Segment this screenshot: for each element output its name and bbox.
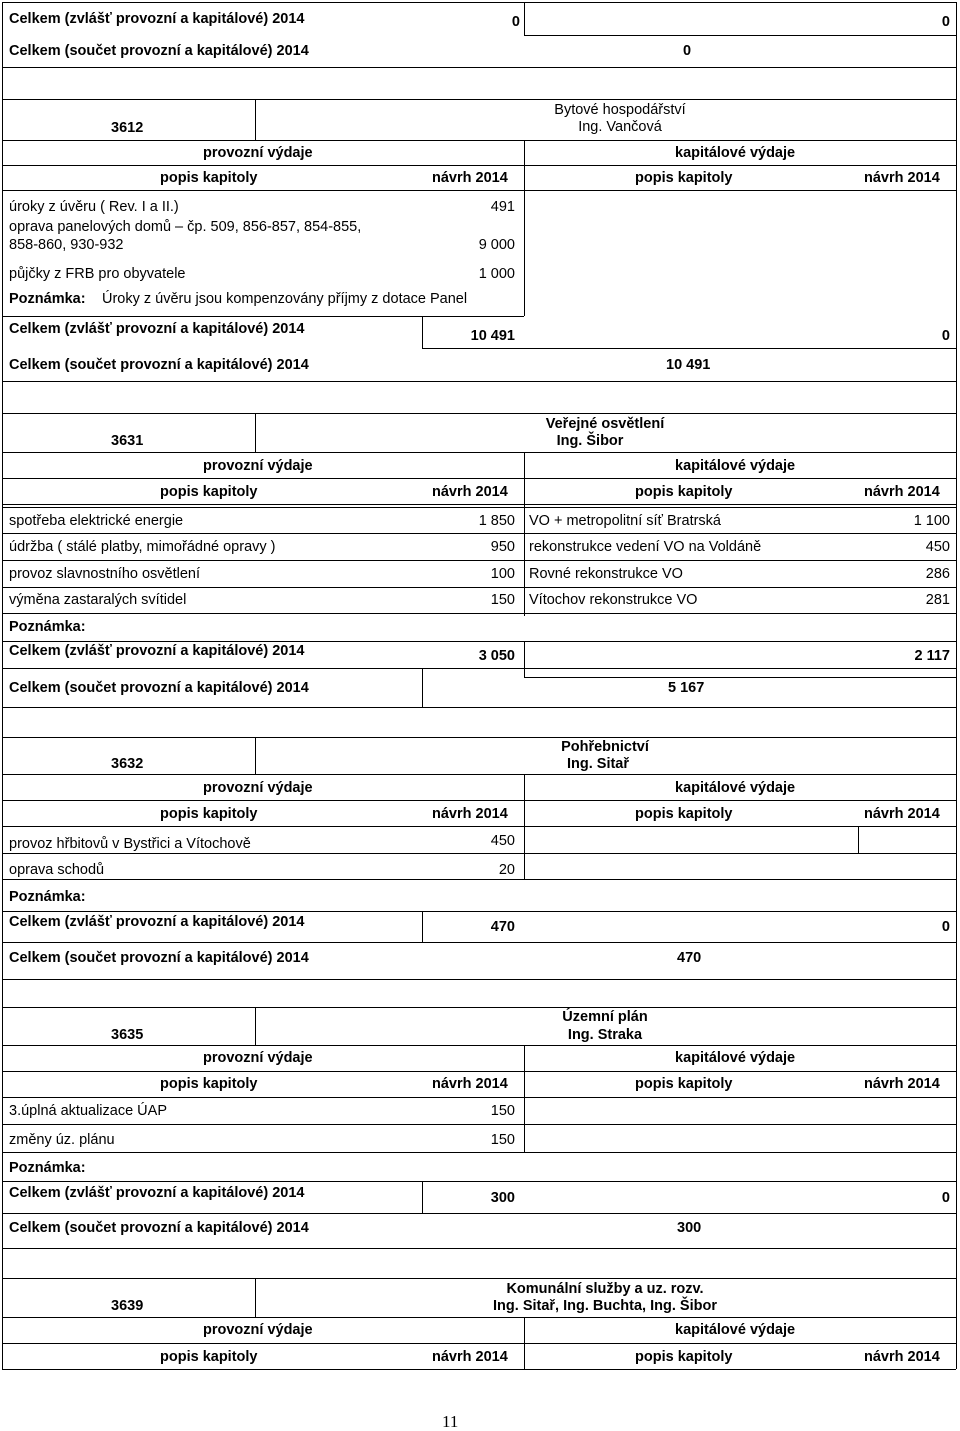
- row-label: úroky z úvěru ( Rev. I a II.): [9, 199, 179, 215]
- celkem-zvlast-label: Celkem (zvlášť provozní a kapitálové) 2014: [9, 321, 305, 337]
- popis-kapitoly-header: popis kapitoly: [635, 1349, 733, 1365]
- celkem-zvlast-prov: 3 050: [478, 648, 515, 664]
- navrh-2014-header: návrh 2014: [432, 170, 508, 186]
- kapitalove-vydaje-header: kapitálové výdaje: [675, 1050, 796, 1066]
- section-person: Ing. Vančová: [578, 119, 662, 135]
- row-label: oprava panelových domů – čp. 509, 856-857, 854-855,: [9, 219, 362, 235]
- kap-row-value: 281: [925, 592, 950, 608]
- celkem-soucet-label: Celkem (součet provozní a kapitálové) 2014: [9, 950, 309, 966]
- navrh-2014-header: návrh 2014: [864, 484, 940, 500]
- celkem-soucet-label: Celkem (součet provozní a kapitálové) 2014: [9, 680, 309, 696]
- row-value: 9 000: [478, 237, 515, 253]
- celkem-zvlast-prov: 10 491: [470, 328, 515, 344]
- poznamka-label: Poznámka:: [9, 619, 86, 635]
- celkem-zvlast-label: Celkem (zvlášť provozní a kapitálové) 2014: [9, 914, 305, 930]
- celkem-zvlast-kap: 0: [941, 328, 950, 344]
- poznamka-label: Poznámka:: [9, 291, 86, 307]
- kapitalove-vydaje-header: kapitálové výdaje: [675, 780, 796, 796]
- celkem-soucet-value: 0: [683, 43, 692, 59]
- row-value: 1 000: [478, 266, 515, 282]
- celkem-soucet-value: 10 491: [666, 357, 711, 373]
- row-label: provoz hřbitovů v Bystřici a Vítochově: [9, 836, 251, 852]
- provozni-vydaje-header: provozní výdaje: [203, 780, 313, 796]
- navrh-2014-header: návrh 2014: [864, 1349, 940, 1365]
- navrh-2014-header: návrh 2014: [864, 806, 940, 822]
- prov-row-value: 100: [490, 566, 515, 582]
- navrh-2014-header: návrh 2014: [864, 1076, 940, 1092]
- popis-kapitoly-header: popis kapitoly: [635, 484, 733, 500]
- navrh-2014-header: návrh 2014: [864, 170, 940, 186]
- popis-kapitoly-header: popis kapitoly: [635, 806, 733, 822]
- provozni-vydaje-header: provozní výdaje: [203, 458, 313, 474]
- section-title: Komunální služby a uz. rozv.: [506, 1281, 704, 1297]
- section-person: Ing. Sitař: [566, 756, 630, 772]
- provozni-vydaje-header: provozní výdaje: [203, 145, 313, 161]
- kap-row-label: Vítochov rekonstrukce VO: [529, 592, 698, 608]
- row-label: změny úz. plánu: [9, 1132, 115, 1148]
- page-number: 11: [442, 1412, 459, 1431]
- celkem-zvlast-kap: 0: [941, 14, 950, 30]
- popis-kapitoly-header: popis kapitoly: [160, 806, 258, 822]
- prov-row-label: provoz slavnostního osvětlení: [9, 566, 201, 582]
- row-value: 150: [490, 1103, 515, 1119]
- poznamka-label: Poznámka:: [9, 1160, 86, 1176]
- celkem-zvlast-kap: 2 117: [914, 648, 950, 664]
- prov-row-label: spotřeba elektrické energie: [9, 513, 184, 529]
- popis-kapitoly-header: popis kapitoly: [635, 170, 733, 186]
- popis-kapitoly-header: popis kapitoly: [635, 1076, 733, 1092]
- celkem-zvlast-prov: 300: [490, 1190, 515, 1206]
- popis-kapitoly-header: popis kapitoly: [160, 1349, 258, 1365]
- section-person: Ing. Straka: [567, 1027, 643, 1043]
- poznamka-label: Poznámka:: [9, 889, 86, 905]
- kap-row-label: rekonstrukce vedení VO na Voldáně: [529, 539, 762, 555]
- kapitalove-vydaje-header: kapitálové výdaje: [675, 458, 796, 474]
- section-code: 3632: [111, 756, 144, 772]
- section-title: Územní plán: [562, 1009, 648, 1025]
- prov-row-value: 1 850: [478, 513, 515, 529]
- kap-row-label: VO + metropolitní síť Bratrská: [529, 513, 721, 529]
- kap-row-value: 450: [925, 539, 950, 555]
- prov-row-value: 150: [490, 592, 515, 608]
- row-value: 450: [490, 833, 515, 849]
- row-value: 20: [498, 862, 515, 878]
- section-title: Bytové hospodářství: [554, 102, 686, 118]
- celkem-soucet-label: Celkem (součet provozní a kapitálové) 2014: [9, 357, 309, 373]
- section-code: 3639: [111, 1298, 144, 1314]
- celkem-soucet-value: 5 167: [668, 680, 705, 696]
- prov-row-value: 950: [490, 539, 515, 555]
- row-label: oprava schodů: [9, 862, 105, 878]
- celkem-soucet-label: Celkem (součet provozní a kapitálové) 2014: [9, 43, 309, 59]
- section-title: Pohřebnictví: [561, 739, 649, 755]
- prov-row-label: výměna zastaralých svítidel: [9, 592, 187, 608]
- prov-row-label: údržba ( stálé platby, mimořádné opravy ): [9, 539, 276, 555]
- popis-kapitoly-header: popis kapitoly: [160, 1076, 258, 1092]
- section-person: Ing. Sitař, Ing. Buchta, Ing. Šibor: [493, 1298, 717, 1314]
- celkem-zvlast-prov: 0: [511, 14, 520, 30]
- kapitalove-vydaje-header: kapitálové výdaje: [675, 145, 796, 161]
- section-person: Ing. Šibor: [556, 433, 624, 449]
- navrh-2014-header: návrh 2014: [432, 1076, 508, 1092]
- provozni-vydaje-header: provozní výdaje: [203, 1050, 313, 1066]
- provozni-vydaje-header: provozní výdaje: [203, 1322, 313, 1338]
- celkem-zvlast-kap: 0: [941, 1190, 950, 1206]
- celkem-zvlast-label: Celkem (zvlášť provozní a kapitálové) 2014: [9, 11, 305, 27]
- celkem-zvlast-kap: 0: [941, 919, 950, 935]
- section-title: Veřejné osvětlení: [545, 416, 665, 432]
- poznamka-text: Úroky z úvěru jsou kompenzovány příjmy z dotace Panel: [102, 291, 468, 307]
- section-code: 3631: [111, 433, 144, 449]
- kap-row-value: 286: [925, 566, 950, 582]
- kap-row-label: Rovné rekonstrukce VO: [529, 566, 683, 582]
- row-label: 858-860, 930-932: [9, 237, 124, 253]
- navrh-2014-header: návrh 2014: [432, 1349, 508, 1365]
- celkem-soucet-label: Celkem (součet provozní a kapitálové) 2014: [9, 1220, 309, 1236]
- navrh-2014-header: návrh 2014: [432, 484, 508, 500]
- popis-kapitoly-header: popis kapitoly: [160, 484, 258, 500]
- celkem-zvlast-label: Celkem (zvlášť provozní a kapitálové) 2014: [9, 1185, 305, 1201]
- celkem-soucet-value: 470: [677, 950, 702, 966]
- celkem-soucet-value: 300: [677, 1220, 702, 1236]
- celkem-zvlast-prov: 470: [490, 919, 515, 935]
- kap-row-value: 1 100: [913, 513, 950, 529]
- row-value: 491: [490, 199, 515, 215]
- section-code: 3612: [111, 120, 144, 136]
- celkem-zvlast-label: Celkem (zvlášť provozní a kapitálové) 2014: [9, 643, 305, 659]
- navrh-2014-header: návrh 2014: [432, 806, 508, 822]
- row-label: 3.úplná aktualizace ÚAP: [9, 1103, 167, 1119]
- row-label: půjčky z FRB pro obyvatele: [9, 266, 186, 282]
- kapitalove-vydaje-header: kapitálové výdaje: [675, 1322, 796, 1338]
- popis-kapitoly-header: popis kapitoly: [160, 170, 258, 186]
- row-value: 150: [490, 1132, 515, 1148]
- section-code: 3635: [111, 1027, 144, 1043]
